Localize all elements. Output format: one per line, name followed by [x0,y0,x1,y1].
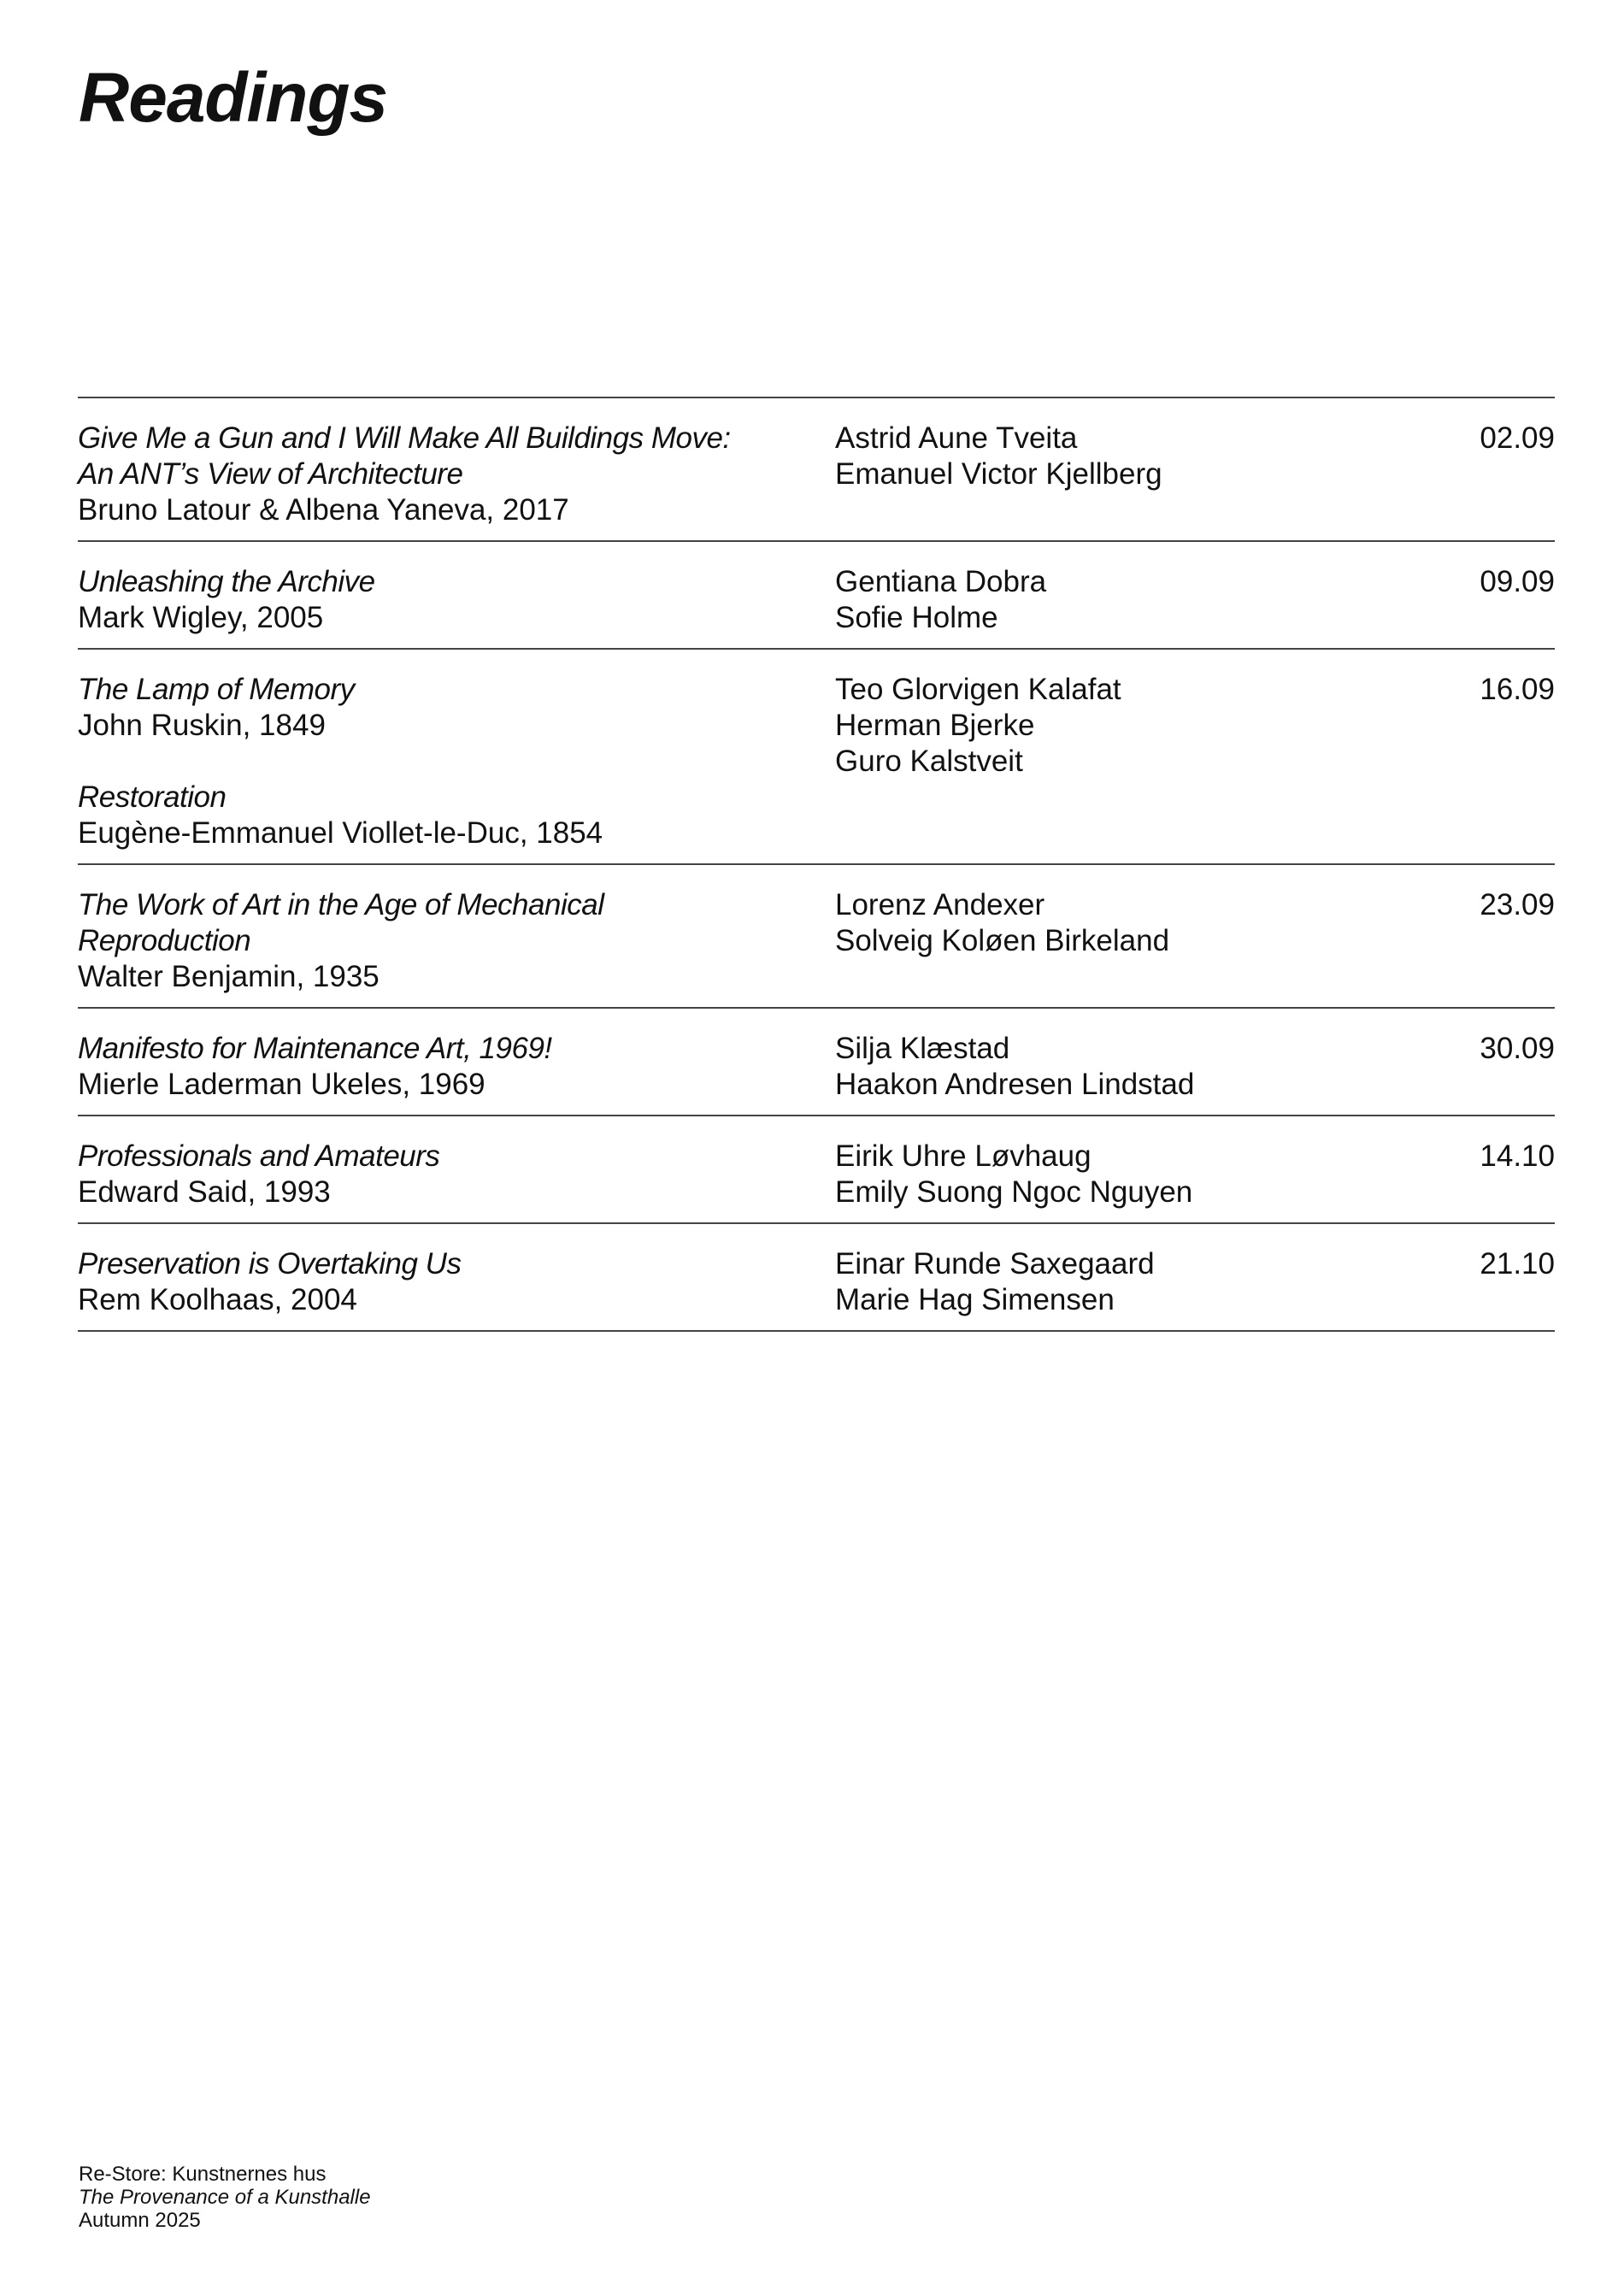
reading-row [78,398,1555,542]
reading-texts [78,1139,835,1210]
presenter-name: Lorenz Andexer [835,888,1045,921]
presenter-name: Guro Kalstveit [835,745,1023,778]
page-title: Readings [79,59,388,137]
presenter-name: Teo Glorvigen Kalafat [835,673,1121,706]
reading-date: 16.09 [1480,673,1555,706]
presenter-name: Eirik Uhre Løvhaug [835,1139,1091,1173]
reading-texts [78,887,835,995]
reading-presenters [835,672,1401,851]
reading-row [78,650,1555,865]
reading-texts [78,1246,835,1318]
reading-presenters [835,887,1401,995]
reading-work [78,1031,835,1103]
reading-presenters [835,1139,1401,1210]
reading-author: Edward Said, 1993 [78,1175,331,1209]
reading-work [78,887,835,995]
footer-term: Autumn 2025 [79,2209,201,2232]
presenter-name: Sofie Holme [835,601,998,634]
reading-texts [78,421,835,528]
footer-subtitle: The Provenance of a Kunsthalle [79,2186,371,2209]
reading-author: Eugène-Emmanuel Viollet-le-Duc, 1854 [78,816,603,850]
reading-title: Preservation is Overtaking Us [78,1247,462,1280]
reading-date: 30.09 [1480,1032,1555,1065]
reading-date: 14.10 [1480,1139,1555,1173]
reading-work [78,564,835,636]
reading-author: Mark Wigley, 2005 [78,601,324,634]
reading-author: Walter Benjamin, 1935 [78,960,380,993]
reading-title: Give Me a Gun and I Will Make All Buildings Move: [78,421,731,455]
reading-presenters [835,421,1401,528]
reading-row [78,1009,1555,1116]
reading-presenters [835,1031,1401,1103]
presenter-name: Emily Suong Ngoc Nguyen [835,1175,1193,1209]
footer [79,2163,371,2232]
reading-row [78,1116,1555,1224]
presenter-name: Emanuel Victor Kjellberg [835,457,1162,491]
presenter-name: Haakon Andresen Lindstad [835,1068,1195,1101]
reading-author: Bruno Latour & Albena Yaneva, 2017 [78,493,569,527]
readings-table [78,397,1555,1332]
reading-texts [78,564,835,636]
reading-title: Manifesto for Maintenance Art, 1969! [78,1032,552,1065]
reading-presenters [835,1246,1401,1318]
reading-title: Reproduction [78,924,251,957]
reading-author: Rem Koolhaas, 2004 [78,1283,357,1316]
reading-title: Unleashing the Archive [78,565,375,598]
reading-title: Professionals and Amateurs [78,1139,440,1173]
reading-presenters [835,564,1401,636]
reading-date: 09.09 [1480,565,1555,598]
reading-title: An ANT’s View of Architecture [78,457,463,491]
presenter-name: Einar Runde Saxegaard [835,1247,1155,1280]
reading-title: Restoration [78,780,227,814]
reading-author: Mierle Laderman Ukeles, 1969 [78,1068,485,1101]
presenter-name: Marie Hag Simensen [835,1283,1115,1316]
reading-date: 21.10 [1480,1247,1555,1280]
reading-title: The Lamp of Memory [78,673,355,706]
reading-texts [78,672,835,851]
reading-date: 23.09 [1480,888,1555,921]
presenter-name: Herman Bjerke [835,709,1035,742]
presenter-name: Solveig Koløen Birkeland [835,924,1170,957]
presenter-name: Silja Klæstad [835,1032,1010,1065]
reading-texts [78,1031,835,1103]
presenter-name: Gentiana Dobra [835,565,1047,598]
footer-project: Re-Store: Kunstnernes hus [79,2163,327,2186]
reading-title: The Work of Art in the Age of Mechanical [78,888,604,921]
reading-date: 02.09 [1480,421,1555,455]
reading-row [78,1224,1555,1332]
reading-work [78,1246,835,1318]
reading-row [78,542,1555,650]
reading-work [78,1139,835,1210]
reading-work [78,421,835,528]
reading-row [78,865,1555,1009]
reading-author: John Ruskin, 1849 [78,709,326,742]
reading-work [78,672,835,744]
reading-work [78,780,835,851]
presenter-name: Astrid Aune Tveita [835,421,1078,455]
